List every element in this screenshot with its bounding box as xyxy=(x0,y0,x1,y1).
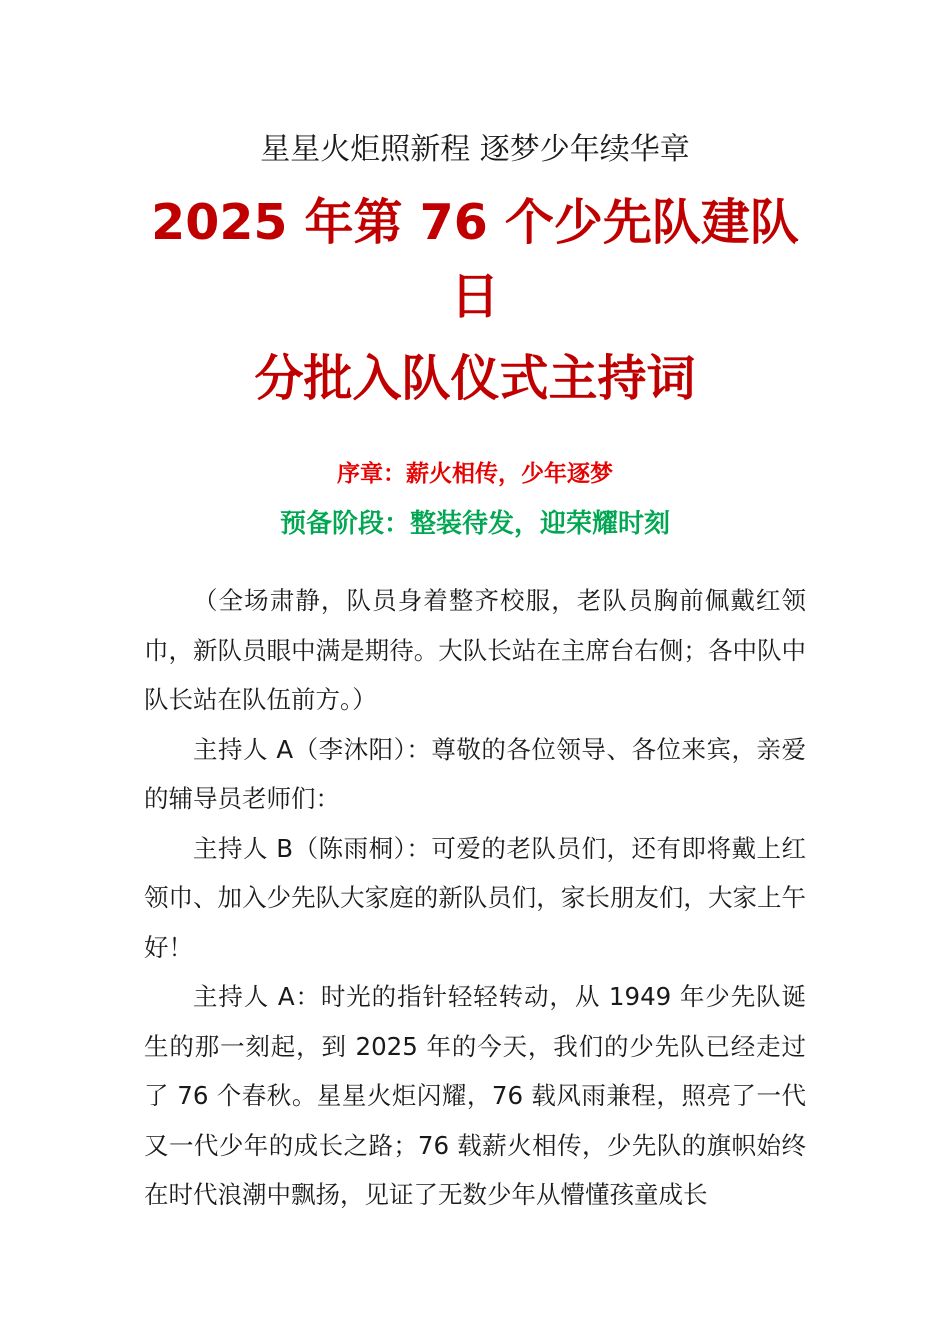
document-title xyxy=(140,186,810,416)
stage-heading: 预备阶段：整装待发，迎荣耀时刻 xyxy=(279,509,670,539)
paragraph-stage-direction: （全场肃静，队员身着整齐校服，老队员胸前佩戴红领巾，新队员眼中满是期待。大队长站在主席台右侧；各中队中队长站在队伍前方。） xyxy=(144,586,806,714)
document-body xyxy=(144,576,806,1220)
document-subtitle: 星星火炬照新程 逐梦少年续华章 xyxy=(260,132,690,167)
paragraph-host-a-greeting: 主持人 A（李沐阳）：尊敬的各位领导、各位来宾，亲爱的辅导员老师们： xyxy=(144,734,806,813)
paragraph-host-b-greeting: 主持人 B（陈雨桐）：可爱的老队员们，还有即将戴上红领巾、加入少先队大家庭的新队员们，家长朋友们，大家上午好！ xyxy=(144,833,806,962)
title-line-2: 日 xyxy=(450,268,500,325)
title-line-1: 2025 年第 76 个少先队建队 xyxy=(151,194,799,251)
chapter-heading: 序章：薪火相传，少年逐梦 xyxy=(337,461,613,487)
paragraph-host-a-history: 主持人 A：时光的指针轻轻转动，从 1949 年少先队诞生的那一刻起，到 2025 年的今天，我们的少先队已经走过了 76 个春秋。星星火炬闪耀，76 载风雨兼程，照亮了一代又一代少年的成长之路；76 载薪火相传，少先队的旗帜始终在时代浪潮中飘扬，见证了无数少年从懵懂孩童成长 xyxy=(144,982,806,1209)
title-line-3: 分批入队仪式主持词 xyxy=(254,350,696,407)
